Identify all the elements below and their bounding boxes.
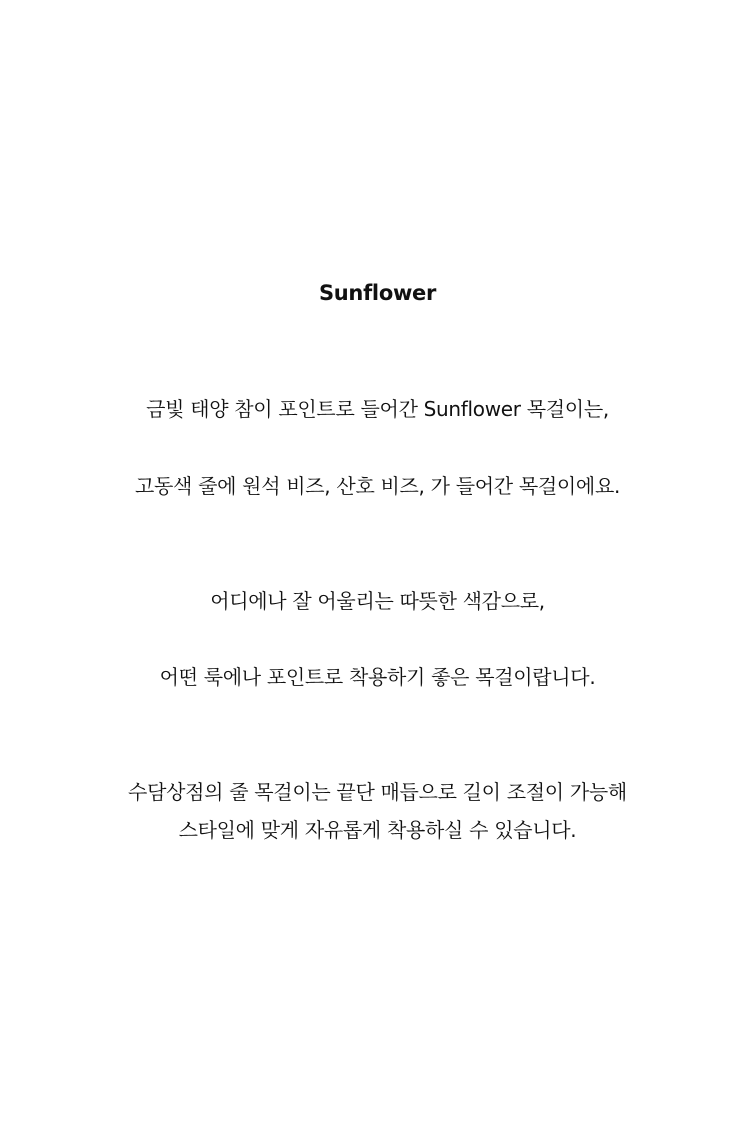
description-line-2: 고동색 줄에 원석 비즈, 산호 비즈, 가 들어간 목걸이에요. bbox=[134, 474, 621, 498]
description-line-1: 금빛 태양 참이 포인트로 들어간 Sunflower 목걸이는, bbox=[146, 397, 609, 421]
description-line-6: 스타일에 맞게 자유롭게 착용하실 수 있습니다. bbox=[178, 818, 577, 842]
description-line-4: 어떤 룩에나 포인트로 착용하기 좋은 목걸이랍니다. bbox=[159, 665, 596, 689]
description-line-3: 어디에나 잘 어울리는 따뜻한 색감으로, bbox=[210, 589, 545, 613]
product-title: Sunflower bbox=[318, 281, 437, 305]
description-line-5: 수담상점의 줄 목걸이는 끝단 매듭으로 길이 조절이 가능해 bbox=[128, 780, 627, 804]
